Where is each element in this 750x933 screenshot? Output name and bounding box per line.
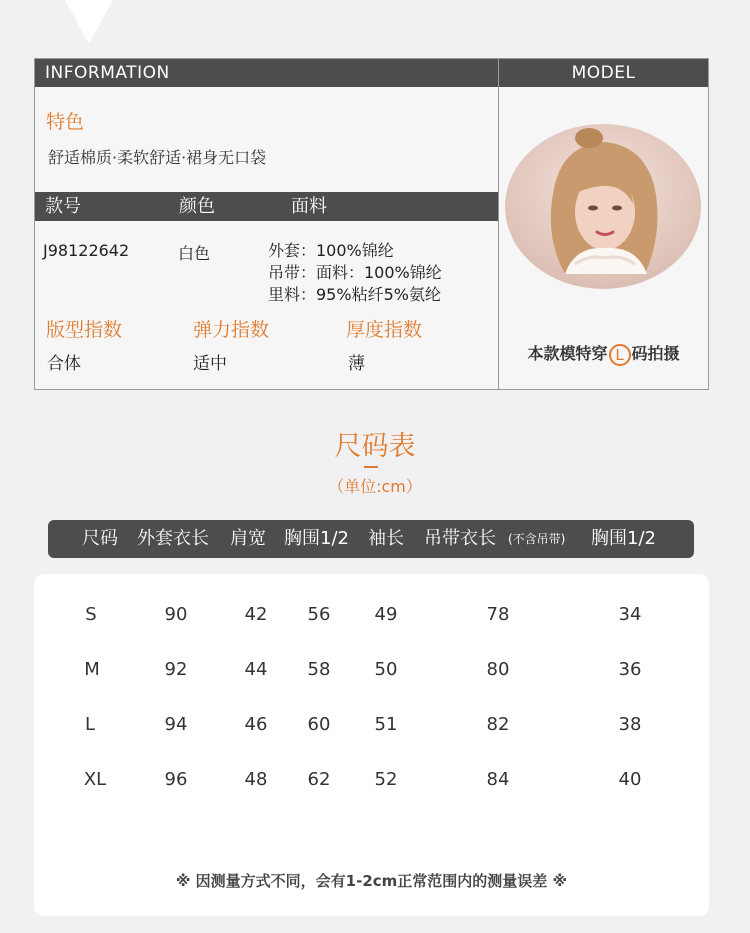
model-caption-after: 码拍摄 [631, 344, 680, 363]
table-cell: 46 [244, 714, 268, 735]
model-photo [505, 124, 701, 289]
table-cell: 94 [164, 714, 188, 735]
table-cell: S [85, 604, 97, 625]
information-header: INFORMATION [35, 59, 498, 87]
table-cell: 56 [307, 604, 331, 625]
model-panel [499, 59, 708, 389]
fit-index-value: 合体 [47, 354, 81, 374]
table-cell: 58 [307, 659, 331, 680]
spec-header-style-no: 款号 [45, 196, 81, 217]
col-header-coat-length: 外套衣长 [137, 528, 209, 549]
col-header-size: 尺码 [82, 528, 118, 549]
table-cell: 36 [618, 659, 642, 680]
thickness-index-label: 厚度指数 [346, 319, 423, 341]
table-cell: 38 [618, 714, 642, 735]
col-header-slip-bust: 胸围1/2 [591, 528, 656, 549]
size-table-header [48, 520, 694, 558]
information-panel [35, 59, 499, 389]
fabric-line: 吊带：面料：100%锦纶 [268, 263, 442, 282]
col-header-slip-note: (不含吊带) [508, 532, 566, 546]
title-divider [364, 466, 378, 468]
table-cell: 52 [374, 769, 398, 790]
table-cell: 40 [618, 769, 642, 790]
fabric-line: 外套：100%锦纶 [268, 241, 394, 260]
table-cell: 90 [164, 604, 188, 625]
table-cell: M [84, 659, 100, 680]
elasticity-index-label: 弹力指数 [193, 319, 270, 341]
model-caption-before: 本款模特穿 [527, 344, 608, 363]
size-chart-title: 尺码表 [334, 431, 416, 462]
table-cell: XL [83, 769, 107, 790]
table-cell: 50 [374, 659, 398, 680]
table-cell: 84 [486, 769, 510, 790]
model-caption [499, 341, 708, 366]
size-chart-unit: （单位:cm） [328, 477, 422, 496]
spec-header-fabric: 面料 [291, 196, 327, 217]
size-table-body [34, 574, 709, 916]
fabric-list [268, 240, 442, 306]
table-cell: 62 [307, 769, 331, 790]
model-size-badge: L [609, 344, 631, 366]
col-header-shoulder: 肩宽 [230, 528, 266, 549]
model-header: MODEL [499, 59, 708, 87]
spec-header-bar [35, 192, 498, 221]
color-value: 白色 [178, 244, 211, 263]
table-cell: 44 [244, 659, 268, 680]
table-cell: 49 [374, 604, 398, 625]
col-header-sleeve: 袖长 [368, 528, 404, 549]
table-cell: 82 [486, 714, 510, 735]
table-cell: 48 [244, 769, 268, 790]
table-cell: 51 [374, 714, 398, 735]
feature-text: 舒适棉质·柔软舒适·裙身无口袋 [48, 148, 267, 167]
fit-index-label: 版型指数 [46, 319, 123, 341]
table-cell: 78 [486, 604, 510, 625]
fabric-line: 里料：95%粘纤5%氨纶 [268, 285, 441, 304]
feature-title: 特色 [46, 111, 85, 133]
table-cell: 96 [164, 769, 188, 790]
measurement-note: ※ 因测量方式不同，会有1-2cm正常范围内的测量误差 ※ [175, 872, 568, 890]
elasticity-index-value: 适中 [193, 354, 227, 374]
table-cell: 92 [164, 659, 188, 680]
style-number: J98122642 [43, 241, 130, 260]
thickness-index-value: 薄 [348, 354, 365, 374]
table-cell: 34 [618, 604, 642, 625]
spec-header-color: 颜色 [179, 196, 215, 217]
table-cell: L [84, 714, 96, 735]
col-header-slip-length: 吊带衣长 [424, 528, 496, 549]
table-cell: 60 [307, 714, 331, 735]
table-cell: 42 [244, 604, 268, 625]
product-info-box [34, 58, 709, 390]
col-header-bust: 胸围1/2 [284, 528, 349, 549]
model-portrait-image [505, 124, 701, 289]
table-cell: 80 [486, 659, 510, 680]
top-arrow-decoration [65, 0, 113, 44]
